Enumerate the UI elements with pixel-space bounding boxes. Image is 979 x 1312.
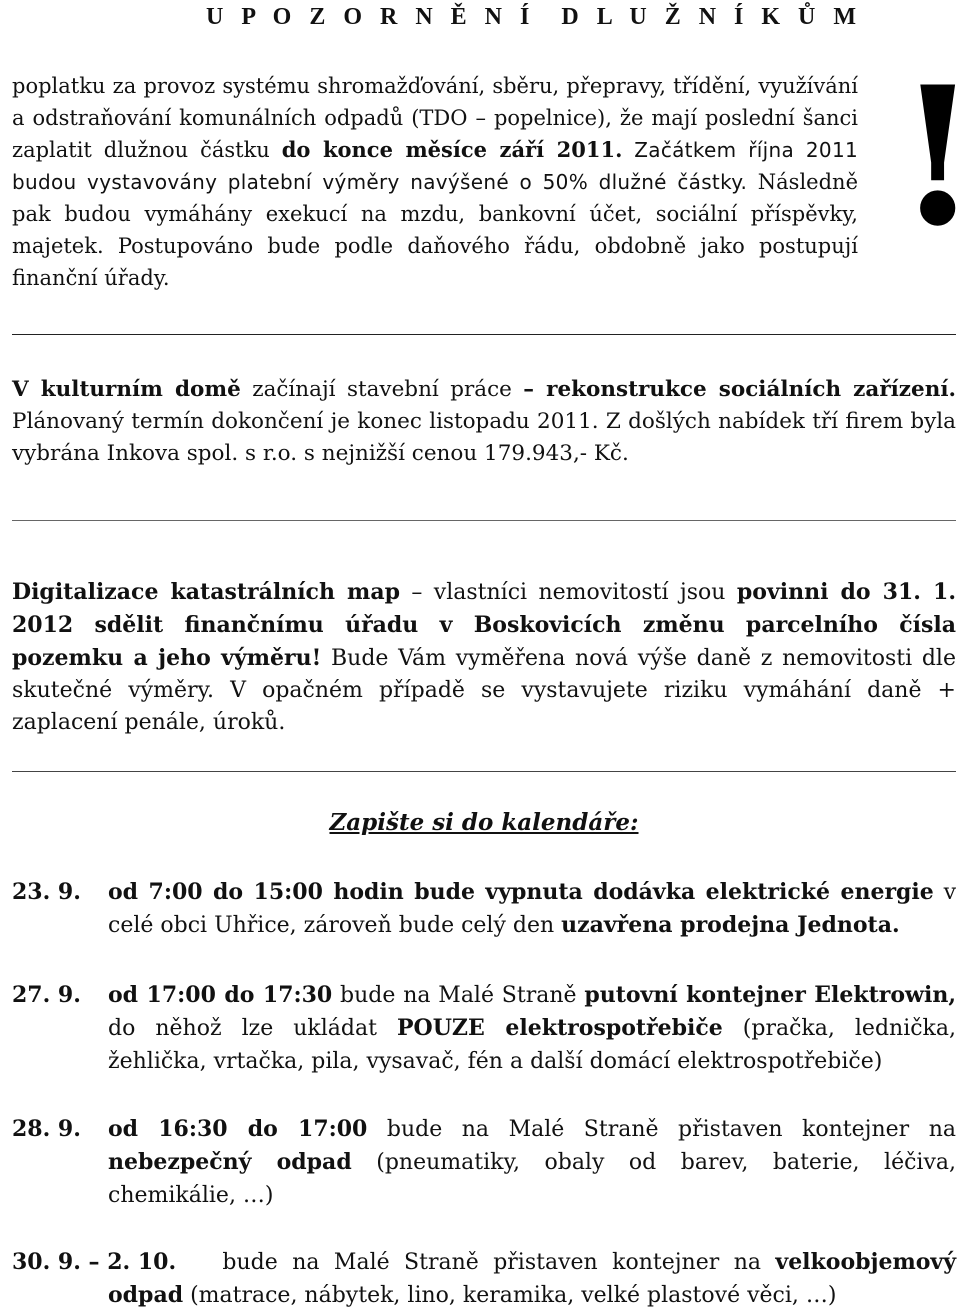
event-text: (matrace, nábytek, lino, keramika, velké plastové věci, …) (183, 1283, 837, 1308)
debtors-text-1: poplatku za provoz systému shromažďování, sběru, přepravy, třídění, využívání a odstraňování komunálních odpadů (TDO – popelnice), že mají poslední šanci zaplatit dlužnou částku (12, 74, 858, 162)
maps-text-1: – vlastníci nemovitostí jsou (399, 580, 737, 605)
culture-text-1: začínají stavební práce (240, 377, 524, 402)
debtors-text-4: Následně pak budou vymáhány exekucí na mzdu, bankovní účet, sociální příspěvky, majetek. (12, 170, 858, 258)
event-date: 27. 9. (12, 982, 81, 1008)
calendar-event (12, 979, 956, 1078)
divider-3 (12, 771, 956, 772)
debtors-text-5: Postupováno bude podle daňového řádu, obdobně jako postupují finanční úřady. (12, 234, 858, 290)
event-text: do něhož lze ukládat (108, 1016, 397, 1041)
event-text: bude na Malé Straně (332, 983, 585, 1008)
maps-paragraph (12, 576, 956, 739)
event-body (108, 1246, 956, 1312)
maps-bold-1: Digitalizace katastrálních map (12, 579, 400, 605)
maps-text-2: Bude Vám vyměřena nová výše daně z nemovitosti dle skutečné výměry. V opačném případě se vystavujete riziku vymáhání daně + zaplacení penále, úroků. (12, 646, 956, 735)
event-text: (pneumatiky, obaly od barev, baterie, léčiva, chemikálie, …) (108, 1150, 956, 1208)
debtors-paragraph (12, 70, 858, 294)
culture-house-paragraph (12, 374, 956, 470)
heading-word-dluznikum: D L U Ž N Í K Ů M (561, 4, 863, 30)
event-bold: od 16:30 do 17:00 (108, 1116, 368, 1142)
culture-bold-2: – rekonstrukce sociálních zařízení. (523, 377, 956, 402)
event-text: bude na Malé Straně přistaven kontejner na (367, 1117, 956, 1142)
event-text: (pračka, lednička, žehlička, vrtačka, pila, vysavač, fén a další domácí elektrospotřebiče) (108, 1016, 956, 1074)
divider-2 (12, 520, 956, 521)
event-bold: od 17:00 do 17:30 (108, 982, 333, 1008)
event-text: v celé obci Uhřice, zároveň bude celý den (108, 880, 957, 938)
event-bold: POUZE elektrospotřebiče (397, 1015, 723, 1041)
event-text: bude na Malé Straně přistaven kontejner na (208, 1250, 776, 1275)
calendar-title: Zapište si do kalendáře: (329, 809, 639, 836)
event-bold: uzavřena prodejna Jednota. (561, 912, 900, 938)
calendar-event (12, 876, 956, 942)
debtors-deadline: do konce měsíce září 2011. (281, 137, 623, 162)
culture-bold-1: V kulturním domě (12, 377, 241, 402)
heading-word-upozorneni: U P O Z O R N Ě N Í (206, 4, 536, 30)
event-bold: putovní kontejner Elektrowin, (584, 982, 956, 1008)
event-date: 23. 9. (12, 879, 81, 905)
event-body (108, 979, 956, 1078)
event-bold: nebezpečný odpad (108, 1149, 352, 1175)
event-body (108, 876, 956, 942)
divider-1 (12, 334, 956, 335)
notice-heading (206, 4, 862, 31)
event-bold: velkoobjemový odpad (108, 1249, 956, 1308)
event-date: 30. 9. – 2. 10. (12, 1249, 177, 1275)
calendar-event (12, 1113, 956, 1212)
event-bold: od 7:00 do 15:00 hodin bude vypnuta dodávka elektrické energie (108, 879, 934, 905)
event-body (108, 1113, 956, 1212)
maps-bold-2: povinni do 31. 1. 2012 sdělit finančnímu úřadu v Boskovicích změnu parcelního čísla pozemku a jeho výměru! (12, 579, 956, 671)
event-date: 28. 9. (12, 1116, 81, 1142)
debtors-text-3: Začátkem října 2011 budou vystavovány platební výměry navýšené o 50% dlužné částky. (12, 138, 858, 194)
calendar-event (12, 1246, 956, 1312)
culture-text-2: Plánovaný termín dokončení je konec listopadu 2011. Z došlých nabídek tří firem byla vybrána Inkova spol. s r.o. s nejnižší cenou 179.943,- Kč. (12, 409, 956, 466)
exclamation-mark: ! (896, 45, 979, 268)
